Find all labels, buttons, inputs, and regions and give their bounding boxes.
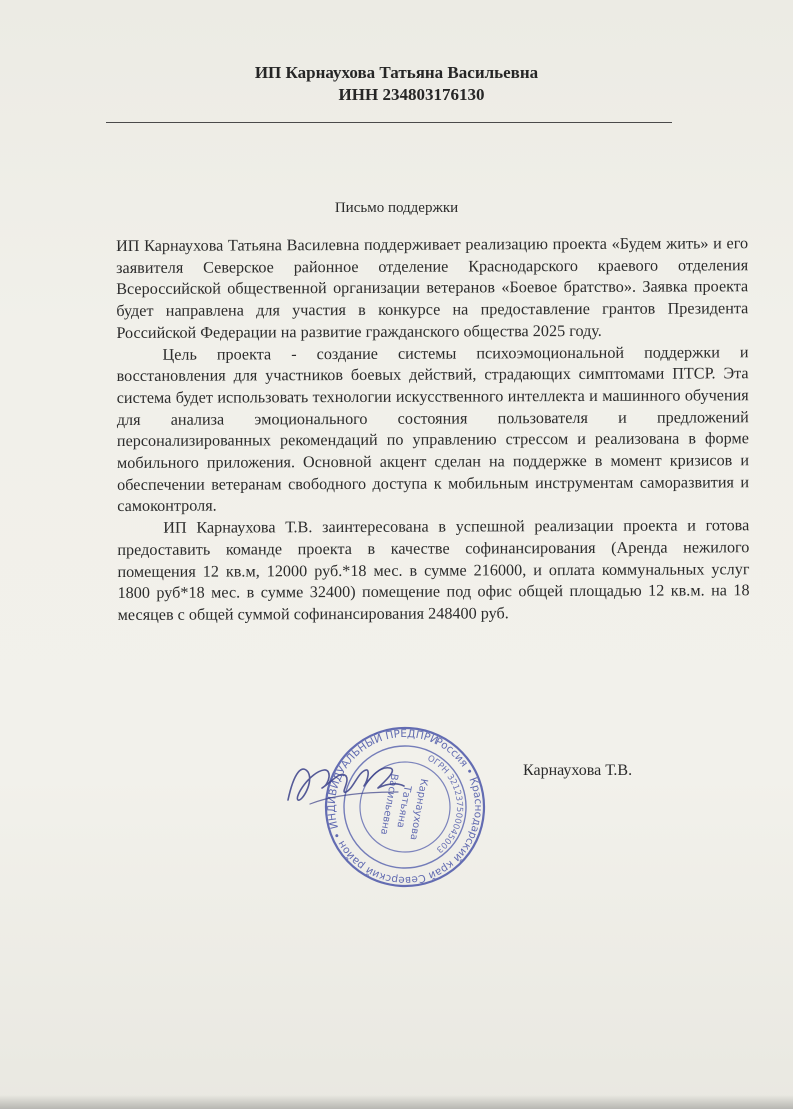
paragraph-goal: Цель проекта - создание системы психоэмоциональной поддержки и восстановления для участников боевых действий, страдающих симптомами ПТСР. Эта система будет использовать технологии искусственного интеллекта и машинного обучения для анализа эмоционального состояния пользователя и предложений персонализированных рекомендаций по управлению стрессом и реализована в форме мобильного приложения. Основной акцент сделан на поддержке в момент кризисов и обеспечении ветеранам свободного доступа к мобильным инструментам саморазвития и самоконтроля.	[116, 342, 750, 516]
signer-name: Карнаухова Т.В.	[523, 762, 633, 779]
stamp-outer-text: Россия • Краснодарский край Северский район • ИНДИВИДУАЛЬНЫЙ ПРЕДПРИНИМАТЕЛЬ	[325, 727, 485, 887]
letterhead-owner: ИП Карнаухова Татьяна Васильевна	[254, 63, 539, 82]
stamp-center-line-1: Карнаухова	[407, 777, 430, 841]
letterhead	[0, 62, 793, 106]
paragraph-cofinancing: ИП Карнаухова Т.В. заинтересована в успешной реализации проекта и готова предоставить команде проекта в качестве софинансирования (Аренда нежилого помещения 12 кв.м, 12000 руб.*18 мес. в сумме 216000, и оплата коммунальных услуг 1800 руб*18 мес. в сумме 32400) помещение под офис общей площадью 12 кв.м. на 18 месяцев с общей суммой софинансирования 248400 руб.	[117, 516, 750, 624]
letterhead-divider	[106, 122, 672, 123]
letterhead-inn: ИНН 234803176130	[338, 85, 485, 104]
stamp-inner-text: ОГРН 321237500045003	[425, 753, 465, 855]
document-body	[116, 233, 750, 626]
document-title: Письмо поддержки	[334, 200, 459, 216]
signature-block	[280, 722, 580, 902]
stamp-center-line-2: Татьяна	[394, 784, 413, 829]
stamp-center-line-3: Васильевна	[377, 772, 400, 836]
paragraph-intro: ИП Карнаухова Татьяна Василевна поддерживает реализацию проекта «Будем жить» и его заявителя Северское районное отделение Краснодарского краевого отделения Всероссийской общественной организации ветеранов «Боевое братство». Заявка проекта будет направлена для участия в конкурсе на предоставление грантов Президента Российской Федерации на развитие гражданского общества 2025 году.	[116, 234, 749, 342]
handwritten-signature	[280, 742, 410, 822]
